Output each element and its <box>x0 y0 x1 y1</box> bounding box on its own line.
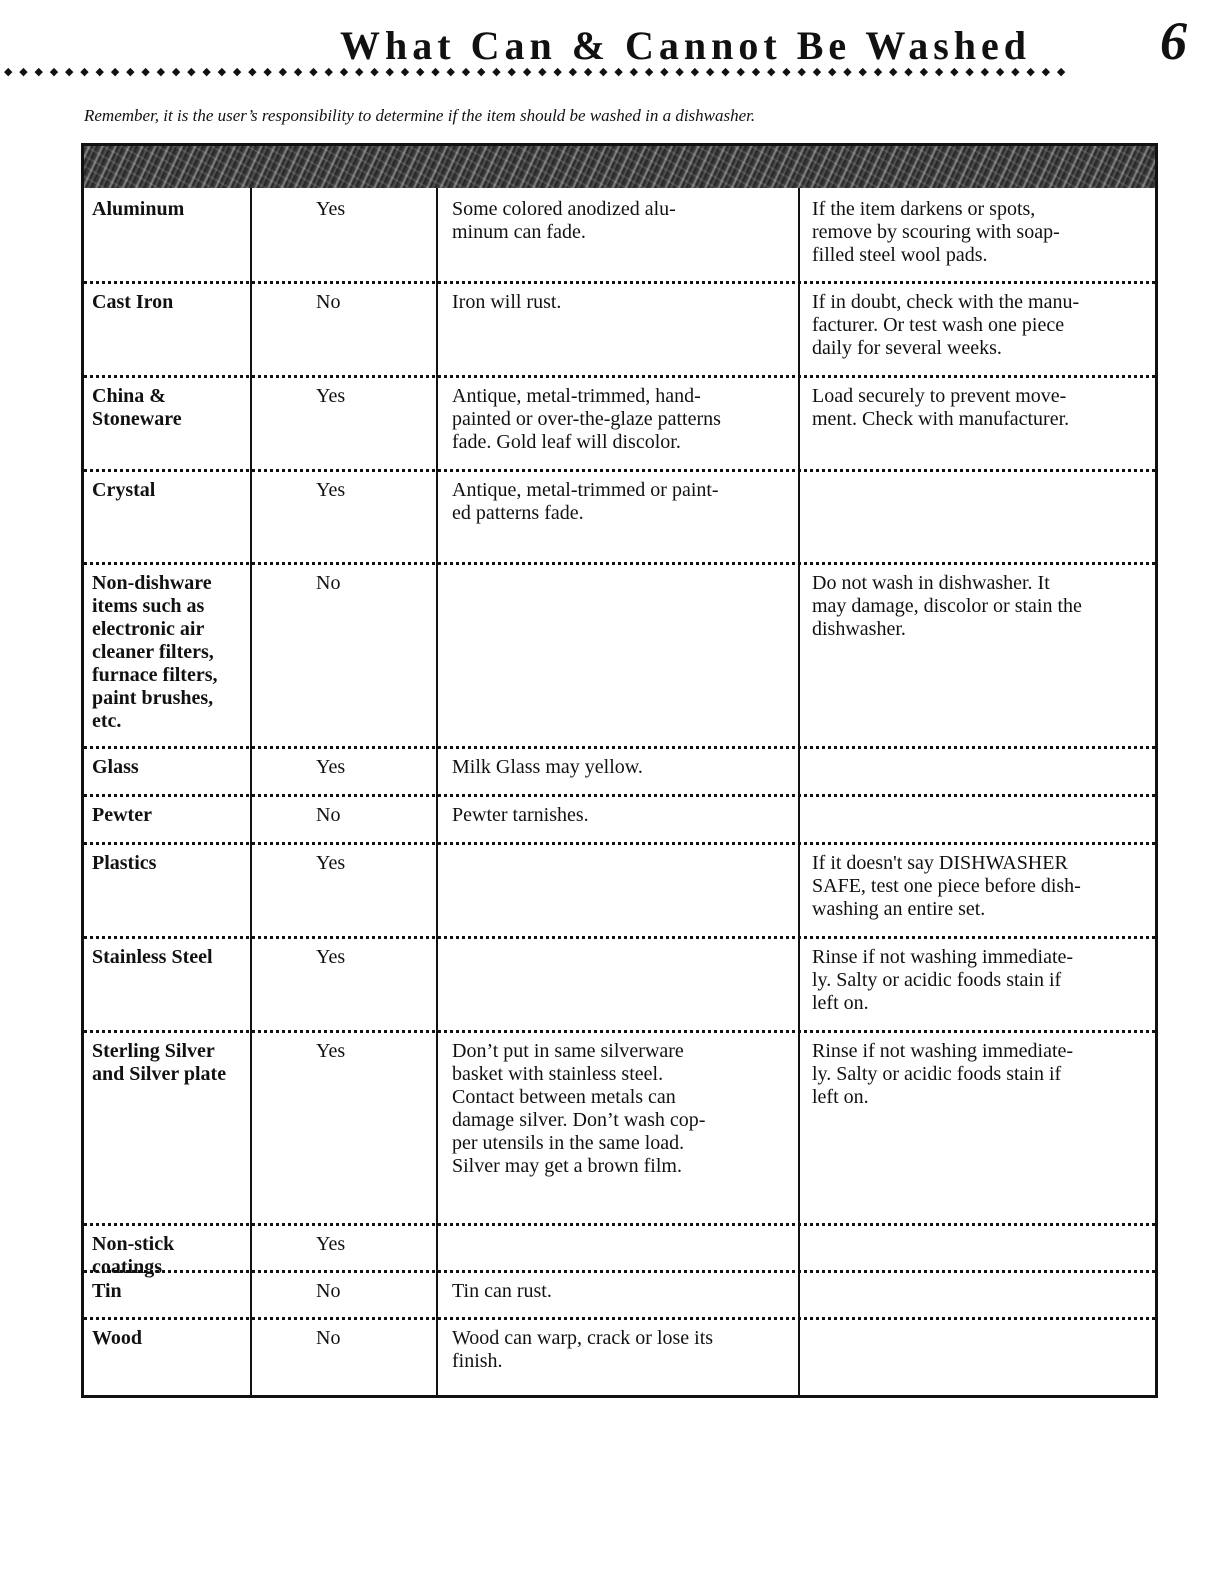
table-row <box>84 748 1155 796</box>
item-cell: Wood <box>92 1327 143 1349</box>
item-cell: Plastics <box>92 852 157 874</box>
item-cell: China & Stoneware <box>92 385 182 430</box>
row-divider <box>84 1030 1155 1033</box>
row-divider <box>84 936 1155 939</box>
washable-cell: Yes <box>316 756 346 778</box>
washable-cell: No <box>316 1327 341 1349</box>
condition-cell: Pewter tarnishes. <box>452 804 589 826</box>
page-number: 6 <box>1160 11 1187 71</box>
row-divider <box>84 562 1155 565</box>
row-divider <box>84 1317 1155 1320</box>
tip-cell: If in doubt, check with the manu- facturer. Or test wash one piece daily for several weeks. <box>812 291 1080 359</box>
condition-cell: Don’t put in same silverware basket with stainless steel. Contact between metals can damage silver. Don’t wash cop- per utensils in the same load. Silver may get a brown film. <box>452 1040 706 1177</box>
item-cell: Tin <box>92 1280 122 1302</box>
table-row <box>84 471 1155 564</box>
washability-table <box>81 143 1158 1398</box>
table-row <box>84 938 1155 1032</box>
condition-cell: Tin can rust. <box>452 1280 552 1302</box>
tip-cell: Rinse if not washing immediate- ly. Salty or acidic foods stain if left on. <box>812 1040 1074 1108</box>
tip-cell: If the item darkens or spots, remove by scouring with soap- filled steel wool pads. <box>812 198 1060 266</box>
washable-cell: Yes <box>316 1233 346 1255</box>
washable-cell: No <box>316 572 341 594</box>
table-row <box>84 283 1155 377</box>
washable-cell: Yes <box>316 385 346 407</box>
tip-cell: Rinse if not washing immediate- ly. Salty or acidic foods stain if left on. <box>812 946 1074 1014</box>
table-row <box>84 1032 1155 1225</box>
item-cell: Cast Iron <box>92 291 174 313</box>
row-divider <box>84 746 1155 749</box>
condition-cell: Antique, metal-trimmed, hand- painted or over-the-glaze patterns fade. Gold leaf will discolor. <box>452 385 721 453</box>
tip-cell: Do not wash in dishwasher. It may damage, discolor or stain the dishwasher. <box>812 572 1082 640</box>
item-cell: Non-dishware items such as electronic air cleaner filters, furnace filters, paint brushes, etc. <box>92 572 218 732</box>
page-subtitle: Remember, it is the user’s responsibility to determine if the item should be washed in a dishwasher. <box>84 106 756 125</box>
table-row <box>84 564 1155 748</box>
table-row <box>84 844 1155 938</box>
item-cell: Aluminum <box>92 198 185 220</box>
row-divider <box>84 281 1155 284</box>
table-row <box>84 190 1155 283</box>
row-divider <box>84 375 1155 378</box>
washable-cell: No <box>316 291 341 313</box>
diamond-divider: ◆◆◆◆◆◆◆◆◆◆◆◆◆◆◆◆◆◆◆◆◆◆◆◆◆◆◆◆◆◆◆◆◆◆◆◆◆◆◆◆◆◆◆◆◆◆◆◆◆◆◆◆◆◆◆◆◆◆◆◆◆◆◆◆◆◆◆◆◆◆ <box>4 65 1073 78</box>
condition-cell: Milk Glass may yellow. <box>452 756 643 778</box>
item-cell: Crystal <box>92 479 156 501</box>
tip-cell: Load securely to prevent move- ment. Check with manufacturer. <box>812 385 1070 430</box>
tip-cell: If it doesn't say DISHWASHER SAFE, test one piece before dish- washing an entire set. <box>812 852 1081 920</box>
condition-cell: Wood can warp, crack or lose its finish. <box>452 1327 714 1372</box>
washable-cell: Yes <box>316 1040 346 1062</box>
washable-cell: Yes <box>316 198 346 220</box>
row-divider <box>84 469 1155 472</box>
table-row <box>84 1225 1155 1278</box>
item-cell: Stainless Steel <box>92 946 213 968</box>
item-cell: Non-stick coatings <box>92 1233 175 1278</box>
table-row <box>84 1272 1155 1319</box>
item-cell: Pewter <box>92 804 152 826</box>
condition-cell: Iron will rust. <box>452 291 562 313</box>
item-cell: Sterling Silver and Silver plate <box>92 1040 227 1085</box>
table-row <box>84 377 1155 471</box>
condition-cell: Antique, metal-trimmed or paint- ed patterns fade. <box>452 479 719 524</box>
washable-cell: Yes <box>316 946 346 968</box>
row-divider <box>84 842 1155 845</box>
row-divider <box>84 1270 1155 1273</box>
page-title: What Can & Cannot Be Washed <box>340 23 1032 68</box>
item-cell: Glass <box>92 756 139 778</box>
table-row <box>84 796 1155 844</box>
table-row <box>84 1319 1155 1395</box>
table-header-band <box>84 146 1155 188</box>
row-divider <box>84 1223 1155 1226</box>
washable-cell: Yes <box>316 479 346 501</box>
row-divider <box>84 794 1155 797</box>
washable-cell: No <box>316 804 341 826</box>
condition-cell: Some colored anodized alu- minum can fade. <box>452 198 676 243</box>
washable-cell: No <box>316 1280 341 1302</box>
washable-cell: Yes <box>316 852 346 874</box>
